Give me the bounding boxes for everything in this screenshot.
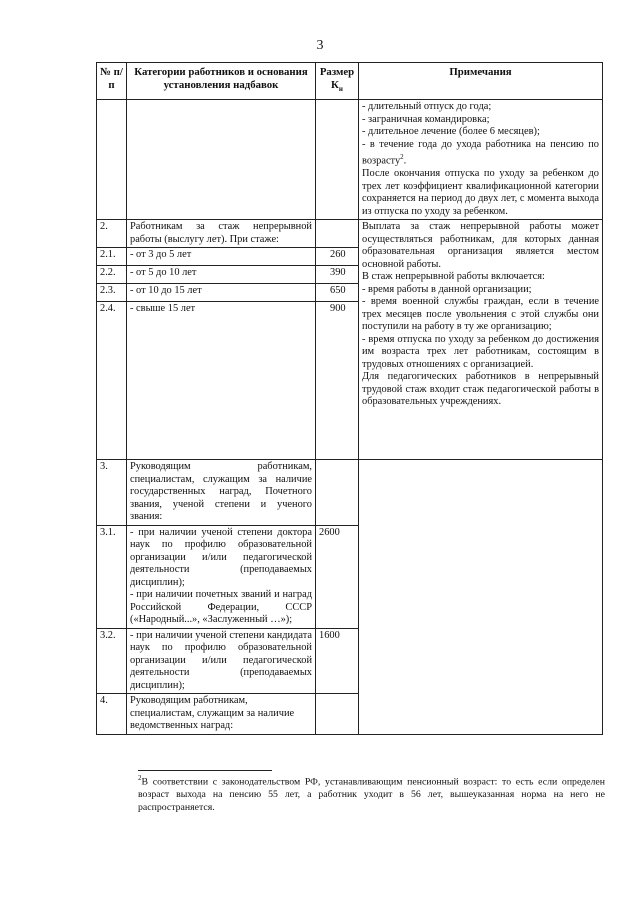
- row-category-part: - при наличии почетных званий и наград Российской Федерации, СССР («Народный...», «Заслуженный …»);: [130, 589, 312, 626]
- row-category: - от 3 до 5 лет: [127, 248, 316, 266]
- row-num: 2.4.: [97, 302, 127, 460]
- row-num: 2.3.: [97, 284, 127, 302]
- table-header-row: [97, 63, 603, 100]
- row-num: 3.1.: [97, 525, 127, 628]
- note-line: - длительное лечение (более 6 месяцев);: [362, 126, 540, 138]
- header-size-sub: н: [338, 85, 343, 94]
- row-value: 2600: [316, 525, 359, 628]
- row-num: 2.: [97, 220, 127, 248]
- row-value: 260: [316, 248, 359, 266]
- footnote-text: В соответствии с законодательством РФ, устанавливающим пенсионный возраст: то есть если определен возраст выхода на пенсию 55 лет, а работник уходит в 56 лет, вышеуказанная норма на него не распространяется.: [138, 776, 605, 814]
- note-line: [362, 139, 599, 168]
- note-line: Для педагогических работников в непрерывный трудовой стаж входит стаж педагогической работы в образовательных учреждениях.: [362, 371, 599, 408]
- note-line: Выплата за стаж непрерывной работы может осуществляться работникам, для которых данная образовательная организация является местом основной работы.: [362, 221, 599, 270]
- row-category: - при наличии ученой степени кандидата наук по профилю образовательной организации и/или педагогической деятельности (преподаваемых дисциплин);: [127, 628, 316, 694]
- row-value: 390: [316, 266, 359, 284]
- row-value: 650: [316, 284, 359, 302]
- note-line: - время военной службы граждан, если в течение трех месяцев после увольнения с этой службы они поступили на работу в ту же организацию;: [362, 296, 599, 333]
- row-category-part: - при наличии ученой степени доктора наук по профилю образовательной организации и/или педагогической деятельности (преподаваемых дисциплин);: [130, 526, 312, 588]
- note-end: .: [403, 155, 407, 167]
- row-category: - от 5 до 10 лет: [127, 266, 316, 284]
- note-text: - в течение года до ухода работника на пенсию по возрасту: [362, 138, 599, 167]
- row-category: - свыше 15 лет: [127, 302, 316, 460]
- note-line: - заграничная командировка;: [362, 113, 490, 125]
- row-category: - от 10 до 15 лет: [127, 284, 316, 302]
- table-row: [97, 460, 603, 526]
- row-num: 2.1.: [97, 248, 127, 266]
- header-size: [316, 63, 359, 100]
- footnote-mark: 2: [138, 774, 142, 782]
- table-row: [97, 100, 603, 220]
- footnote: [138, 772, 605, 814]
- header-num: № п/п: [97, 63, 127, 100]
- header-notes: Примечания: [359, 63, 603, 100]
- row-category: [127, 525, 316, 628]
- allowance-table: [96, 62, 603, 735]
- note-line: В стаж непрерывной работы включается:: [362, 271, 545, 283]
- row-num: 2.2.: [97, 266, 127, 284]
- row-value: 900: [316, 302, 359, 460]
- footnote-divider: [138, 770, 272, 771]
- footnote-ref: 2: [400, 153, 404, 162]
- header-category: Категории работников и основания установления надбавок: [127, 63, 316, 100]
- notes-cell: [359, 460, 603, 735]
- row-category: Руководящим работникам, специалистам, служащим за наличие государственных наград, Почетного звания, ученой степени и ученого звания:: [127, 460, 316, 526]
- row-num: 3.2.: [97, 628, 127, 694]
- notes-cell: [359, 100, 603, 220]
- note-line: - время отпуска по уходу за ребенком до достижения им возраста трех лет работникам, состоящим в трудовых отношениях с организацией.: [362, 333, 599, 370]
- row-category: Руководящим работникам, специалистам, служащим за наличие ведомственных наград:: [127, 694, 316, 735]
- notes-cell: [359, 220, 603, 460]
- header-size-main: Размер К: [319, 66, 355, 91]
- row-num: 3.: [97, 460, 127, 526]
- row-value: 1600: [316, 628, 359, 694]
- page-number: 3: [316, 38, 324, 53]
- note-line: - длительный отпуск до года;: [362, 101, 492, 113]
- note-line: - время работы в данной организации;: [362, 283, 532, 295]
- row-category: Работникам за стаж непрерывной работы (выслугу лет). При стаже:: [127, 220, 316, 248]
- row-num: 4.: [97, 694, 127, 735]
- table-row: [97, 220, 603, 248]
- note-line: После окончания отпуска по уходу за ребенком до трех лет коэффициент квалификационной категории сохраняется на период до двух лет, с момента выхода из отпуска по уходу за ребенком.: [362, 168, 599, 217]
